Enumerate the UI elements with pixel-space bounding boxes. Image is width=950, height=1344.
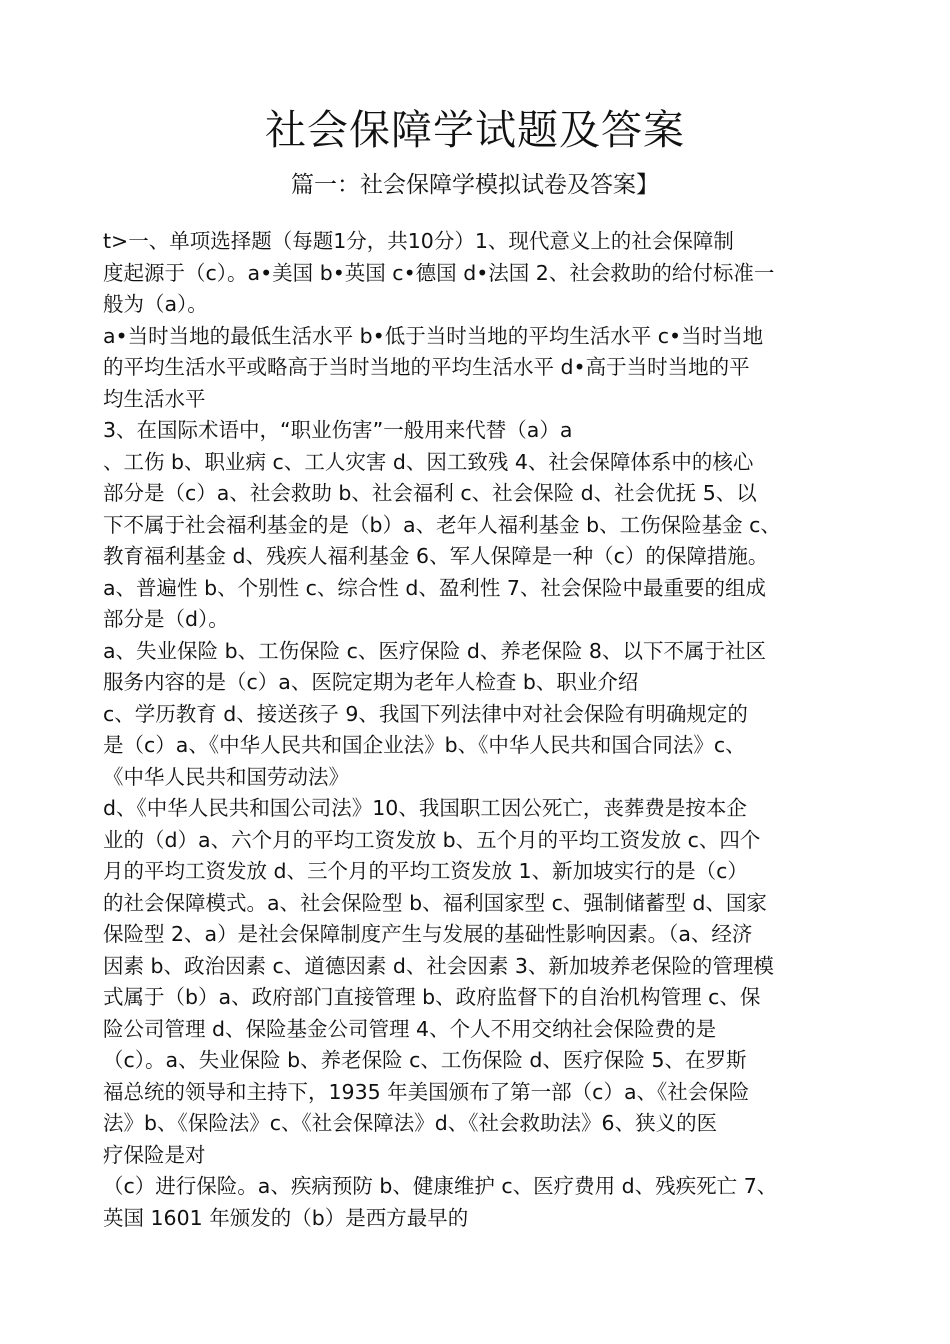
document-title: 社会保障学试题及答案	[265, 106, 685, 154]
text-line: 的平均生活水平或略高于当时当地的平均生活水平 d•高于当时当地的平	[103, 355, 750, 379]
text-line: 均生活水平	[103, 386, 206, 411]
document-body	[103, 226, 863, 1234]
text-line: a、失业保险 b、工伤保险 c、医疗保险 d、养老保险 8、以下不属于社区	[103, 638, 766, 663]
text-line: 部分是（d）。	[103, 607, 229, 631]
text-line: 般为（a）。	[103, 292, 208, 316]
text-line: 业的（d）a、六个月的平均工资发放 b、五个月的平均工资发放 c、四个	[103, 827, 761, 852]
text-line: t>一、单项选择题（每题1分，共10分）1、现代意义上的社会保障制	[103, 229, 734, 253]
text-line: 因素 b、政治因素 c、道德因素 d、社会因素 3、新加坡养老保险的管理模	[103, 953, 774, 978]
text-line: 度起源于（c）。a•美国 b•英国 c•德国 d•法国 2、社会救助的给付标准一	[103, 260, 775, 285]
text-line: 法》b、《保险法》c、《社会保障法》d、《社会救助法》6、狭义的医	[103, 1111, 718, 1135]
text-line: d、《中华人民共和国公司法》10、我国职工因公死亡，丧葬费是按本企	[103, 796, 747, 820]
text-line: a、普遍性 b、个别性 c、综合性 d、盈利性 7、社会保险中最重要的组成	[103, 575, 766, 600]
text-line: 是（c）a、《中华人民共和国企业法》b、《中华人民共和国合同法》c、	[103, 733, 746, 757]
text-line: 下不属于社会福利基金的是（b）a、老年人福利基金 b、工伤保险基金 c、	[103, 512, 781, 537]
text-line: a•当时当地的最低生活水平 b•低于当时当地的平均生活水平 c•当时当地	[103, 323, 764, 348]
text-line: 式属于（b）a、政府部门直接管理 b、政府监督下的自治机构管理 c、保	[103, 985, 761, 1009]
text-line: （c）。a、失业保险 b、养老保险 c、工伤保险 d、医疗保险 5、在罗斯	[103, 1048, 747, 1072]
text-line: 疗保险是对	[103, 1142, 206, 1167]
text-line: 保险型 2、a）是社会保障制度产生与发展的基础性影响因素。（a、经济	[103, 922, 753, 946]
text-line: 月的平均工资发放 d、三个月的平均工资发放 1、新加坡实行的是（c）	[103, 859, 748, 883]
text-line: 服务内容的是（c）a、医院定期为老年人检查 b、职业介绍	[103, 670, 639, 694]
text-line: 3、在国际术语中，“职业伤害”一般用来代替（a）a	[103, 418, 573, 442]
text-line: 险公司管理 d、保险基金公司管理 4、个人不用交纳社会保险费的是	[103, 1016, 717, 1041]
text-line: c、学历教育 d、接送孩子 9、我国下列法律中对社会保险有明确规定的	[103, 701, 748, 726]
text-line: 、工伤 b、职业病 c、工人灾害 d、因工致残 4、社会保障体系中的核心	[103, 449, 754, 474]
text-line: 英国 1601 年颁发的（b）是西方最早的	[103, 1205, 469, 1230]
text-line: （c）进行保险。a、疾病预防 b、健康维护 c、医疗费用 d、残疾死亡 7、	[103, 1174, 778, 1198]
text-line: 部分是（c）a、社会救助 b、社会福利 c、社会保险 d、社会优抚 5、以	[103, 481, 757, 505]
text-line: 《中华人民共和国劳动法》	[103, 764, 349, 789]
text-line: 教育福利基金 d、残疾人福利基金 6、军人保障是一种（c）的保障措施。	[103, 544, 769, 568]
text-line: 福总统的领导和主持下，1935 年美国颁布了第一部（c）a、《社会保险	[103, 1079, 750, 1104]
text-line: 的社会保障模式。a、社会保险型 b、福利国家型 c、强制储蓄型 d、国家	[103, 890, 767, 915]
document-subtitle: 篇一：社会保障学模拟试卷及答案】	[291, 172, 659, 198]
